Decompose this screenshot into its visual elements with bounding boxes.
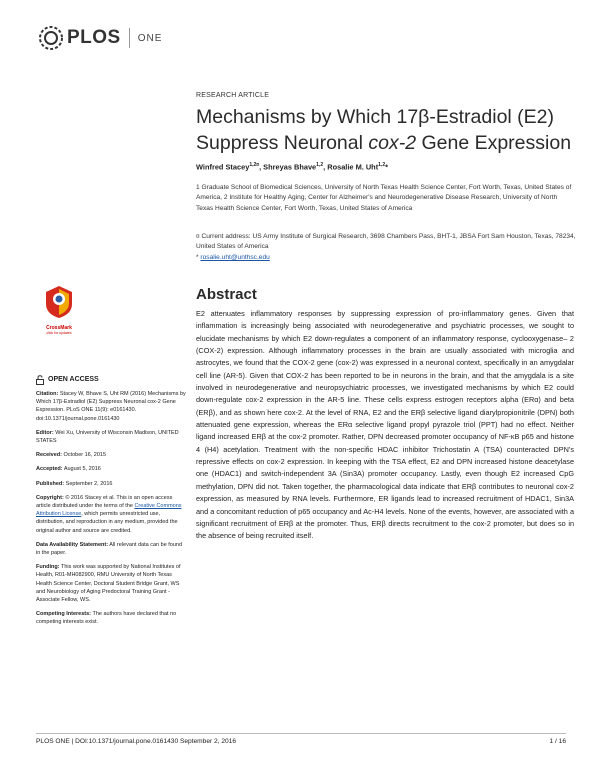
plos-logo[interactable] — [37, 24, 162, 52]
title-line-2-post: Gene Expression — [416, 132, 572, 154]
accepted-block — [36, 465, 186, 473]
competing-interests-text: The authors have declared that no competing interests exist. — [36, 611, 177, 626]
open-access-badge — [36, 375, 186, 385]
abstract-body: E2 attenuates inflammatory responses by suppressing expression of pro-inflammatory genes. Given that inflammation is increasingly being associated with neurodegenerative and psychiatric processes, we sought to elucidate mechanisms by which E2 down-regulates a component of an inflammatory response, cyclooxygenase– 2 (COX-2) expression. Although inflammatory processes in the brain are usually associated with microglia and astrocytes, we found that the COX-2 gene (cox-2) was expressed in a neuronal context, specifically in an amygdalar cell line (AR-5). Given that COX-2 has been reported to be in neurons in the brain, and that the amygdala is a site involved in neurodegenerative and neuropsychiatric processes, we investigated mechanisms by which E2 could down-regulate cox-2 expression in the AR-5 line. These cells express estrogen receptors alpha (ERα) and beta (ERβ), and as shown here cox-2. At the level of RNA, E2 and the ERβ selective ligand diarylpropionitrile (DPN) both attenuated gene expression, whereas the ERα selective ligand propyl pyrazole triol (PPT) had no effect. Neither ligand increased ERβ at the cox-2 promoter. Rather, DPN decreased promoter occupancy of NF-κB p65 and histone 4 (H4) acetylation. Treatment with the non-specific HDAC inhibitor Trichostatin A (TSA) counteracted DPN's repressive effects on cox-2 expression. In keeping with the TSA effect, E2 and DPN increased histone deacetylase one (HDAC1) and switch-independent 3A (Sin3A) promoter occupancy. Lastly, even though E2 increased CpG methylation, DPN did not. Taken together, the pharmacological data indicate that ERβ contributes to neuronal cox-2 expression, as measured by RNA levels. Furthermore, ER ligands lead to increased recruitment of HDAC1, Sin3A and a concomitant reduction of p65 occupancy and Ac-H4 levels. None of the events, however, are associated with a significant recruitment of ERβ at the promoter. Thus, ERβ directs recruitment to the cox-2 promoter, but does so in the absence of being recruited itself. — [196, 309, 574, 541]
author-1-affil: 1,2¤ — [249, 162, 260, 168]
received-label: Received: — [36, 452, 62, 459]
plos-logo-text: PLOS — [67, 27, 121, 48]
abstract-heading: Abstract — [196, 286, 257, 303]
received-date: October 16, 2015 — [63, 452, 107, 459]
citation-text: Stacey W, Bhave S, Uht RM (2016) Mechanisms by Which 17β-Estradiol (E2) Suppress Neuronal cox-2 Gene Expression. PLoS ONE 11(9): e0161430. doi:10.1371/journal.pone.0161430 — [36, 391, 186, 422]
open-access-label: OPEN ACCESS — [48, 375, 99, 383]
funding-block — [36, 563, 186, 604]
published-date: September 2, 2016 — [65, 480, 113, 487]
author-3-affil: 1,2 — [378, 162, 386, 168]
corresponding-star: * — [385, 162, 388, 172]
author-2[interactable]: Shreyas Bhave — [263, 162, 317, 172]
author-2-affil: 1,2 — [316, 162, 324, 168]
affiliations: 1 Graduate School of Biomedical Sciences, University of North Texas Health Science Center, Fort Worth, Texas, United States of America, 2 Institute for Healthy Aging, Center for Alzheimer's and Neurodegenerative Disease Research, University of North Texas Health Science Center, Fort Worth, Texas, United States of America — [196, 184, 572, 212]
article-metadata-sidebar — [36, 375, 186, 633]
page-footer — [36, 733, 566, 745]
funding-label: Funding: — [36, 564, 60, 571]
data-availability-label: Data Availability Statement: — [36, 541, 109, 548]
crossmark-label: CrossMark — [46, 325, 72, 331]
copyright-block — [36, 494, 186, 535]
plos-logo-mark-icon — [37, 24, 65, 52]
published-block — [36, 480, 186, 488]
author-3[interactable]: Rosalie M. Uht — [327, 162, 379, 172]
page-number: 1 / 16 — [549, 738, 566, 745]
email-link[interactable]: rosalie.uht@unthsc.edu — [200, 254, 270, 261]
title-line-1: Mechanisms by Which 17β-Estradiol (E2) — [196, 106, 554, 128]
crossmark-sublabel: click for updates — [46, 331, 72, 335]
copyright-label: Copyright: — [36, 494, 64, 501]
author-1[interactable]: Winfred Stacey — [196, 162, 250, 172]
footer-doi: PLOS ONE | DOI:10.1371/journal.pone.0161430 September 2, 2016 — [36, 738, 237, 745]
citation-block — [36, 390, 186, 423]
email-prefix: * — [196, 254, 201, 261]
title-line-2-pre: Suppress Neuronal — [196, 132, 369, 154]
logo-divider — [129, 28, 130, 48]
funding-text: This work was supported by National Institutes of Health, R01-MH082900, RMU University of North Texas Health Science Center, Doctoral Student Bridge Grant, WS and Neurobiology of Aging Predoctoral Training Grant - Associate Fellow, WS. — [36, 564, 181, 604]
title-gene-name: cox-2 — [368, 132, 417, 154]
received-block — [36, 451, 186, 459]
data-availability-block — [36, 541, 186, 557]
copyright-text-post: , which permits unrestricted use, distribution, and reproduction in any medium, provided the original author and source are credited. — [36, 511, 178, 534]
open-lock-icon — [36, 375, 44, 385]
license-link[interactable]: Creative Commons Attribution License — [36, 503, 182, 518]
data-availability-text: All relevant data can be found in the paper. — [36, 541, 183, 557]
current-address: ¤ Current address: US Army Institute of Surgical Research, 3698 Chambers Pass, BHT-1, JBSA Fort Sam Houston, Texas, 78234, United States of America — [196, 233, 576, 251]
competing-interests-label: Competing Interests: — [36, 611, 92, 618]
editor-text: Wei Xu, University of Wisconsin Madison, UNITED STATES — [36, 429, 179, 445]
crossmark-badge[interactable] — [36, 285, 82, 335]
article-type: RESEARCH ARTICLE — [196, 92, 270, 99]
author-list: Winfred Stacey$^{1,2¤}$, Shreyas Bhave$^{1,2}$, Rosalie M. Uht$^{1,2}$* — [196, 162, 388, 172]
corresponding-email — [196, 253, 576, 263]
journal-name: ONE — [137, 32, 163, 44]
citation-label: Citation: — [36, 391, 59, 397]
accepted-label: Accepted: — [36, 466, 63, 473]
competing-interests-block — [36, 610, 186, 626]
copyright-text-pre: © 2016 Stacey et al. This is an open access article distributed under the terms of the — [36, 494, 173, 510]
crossmark-icon — [44, 285, 74, 319]
accepted-date: August 5, 2016 — [63, 466, 101, 473]
editor-block — [36, 429, 186, 445]
article-title — [196, 104, 576, 156]
editor-label: Editor: — [36, 429, 54, 436]
published-label: Published: — [36, 480, 65, 487]
